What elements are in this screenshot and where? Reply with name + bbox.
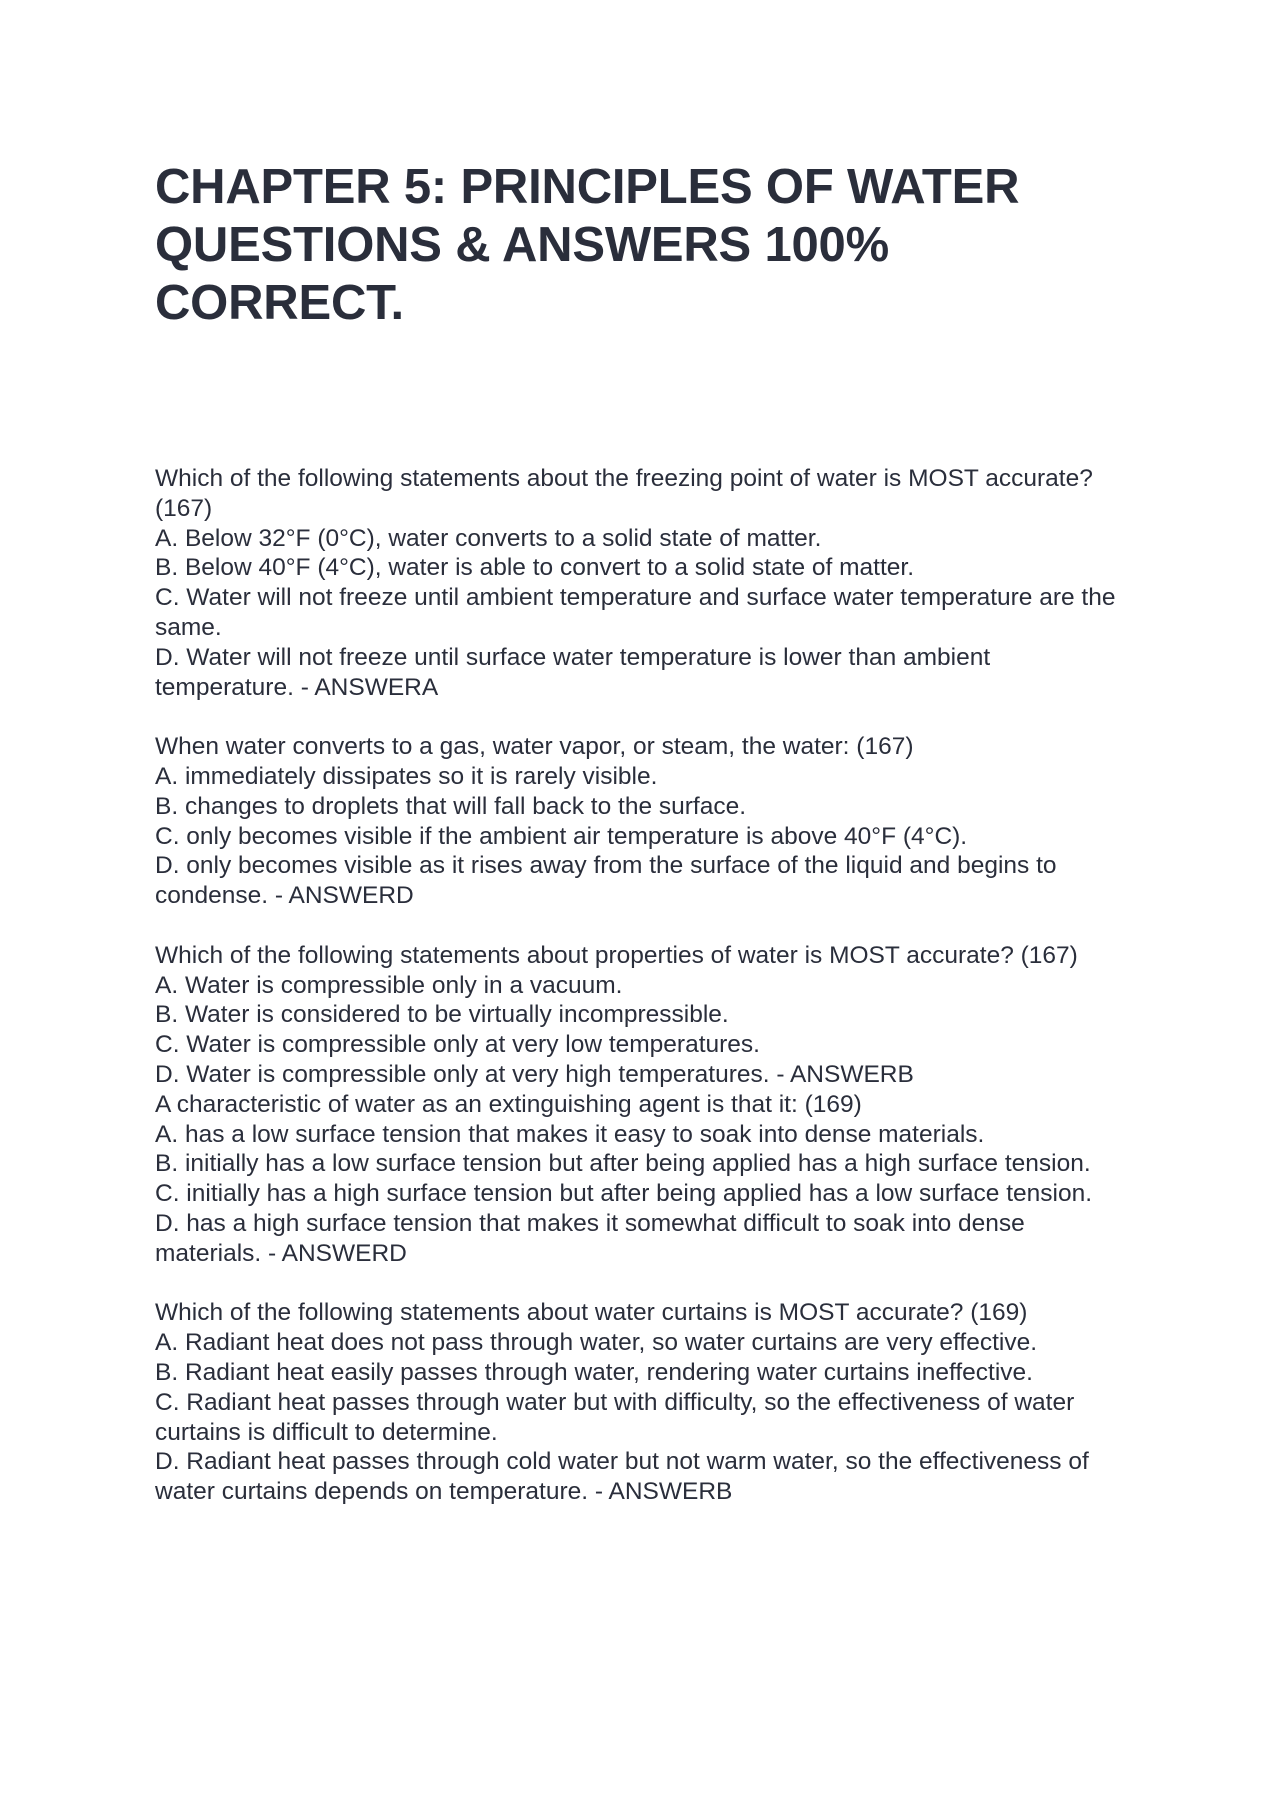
question-stem: Which of the following statements about water curtains is MOST accurate? (169): [155, 1299, 1028, 1327]
question-2: [155, 732, 1135, 911]
answer-option-d: D. has a high surface tension that makes it somewhat difficult to soak into dense materials. - ANSWERD: [155, 1209, 1025, 1267]
answer-option-a: A. has a low surface tension that makes it easy to soak into dense materials.: [155, 1120, 985, 1148]
answer-option-b: B. Radiant heat easily passes through water, rendering water curtains ineffective.: [155, 1358, 1033, 1386]
answer-option-d: D. Water is compressible only at very high temperatures. - ANSWERB: [155, 1060, 914, 1088]
answer-option-c: C. only becomes visible if the ambient air temperature is above 40°F (4°C).: [155, 822, 968, 850]
answer-option-b: B. Below 40°F (4°C), water is able to convert to a solid state of matter.: [155, 554, 915, 582]
answer-option-d: D. Radiant heat passes through cold water but not warm water, so the effectiveness of water curtains depends on temperature. - ANSWERB: [155, 1448, 1089, 1506]
document-title: CHAPTER 5: PRINCIPLES OF WATER QUESTIONS & ANSWERS 100% CORRECT.: [155, 160, 1020, 330]
answer-option-c: C. Water will not freeze until ambient temperature and surface water temperature are the same.: [155, 584, 1116, 641]
answer-option-a: A. Water is compressible only in a vacuum.: [155, 971, 623, 999]
question-list: [155, 464, 1135, 1507]
question-stem: When water converts to a gas, water vapor, or steam, the water: (167): [155, 733, 914, 761]
answer-option-c: C. Radiant heat passes through water but with difficulty, so the effectiveness of water curtains is difficult to determine.: [155, 1388, 1075, 1446]
question-5: [155, 1298, 1135, 1507]
answer-option-d: D. only becomes visible as it rises away from the surface of the liquid and begins to condense. - ANSWERD: [155, 852, 1057, 910]
question-stem: Which of the following statements about properties of water is MOST accurate? (167): [155, 941, 1078, 969]
answer-option-a: A. immediately dissipates so it is rarely visible.: [155, 762, 658, 790]
answer-option-d: D. Water will not freeze until surface water temperature is lower than ambient temperature. - ANSWERA: [155, 643, 991, 701]
answer-option-b: B. changes to droplets that will fall back to the surface.: [155, 792, 747, 820]
answer-option-a: A. Radiant heat does not pass through water, so water curtains are very effective.: [155, 1329, 1038, 1357]
question-stem: Which of the following statements about the freezing point of water is MOST accurate? (167): [155, 465, 1093, 522]
question-1: [155, 464, 1135, 702]
answer-option-c: C. Water is compressible only at very low temperatures.: [155, 1031, 760, 1059]
question-stem: A characteristic of water as an extinguishing agent is that it: (169): [155, 1090, 862, 1118]
answer-option-b: B. initially has a low surface tension but after being applied has a high surface tension.: [155, 1150, 1091, 1178]
document-page: [155, 158, 1135, 1507]
question-3: [155, 941, 1135, 1090]
answer-option-c: C. initially has a high surface tension but after being applied has a low surface tension.: [155, 1180, 1093, 1208]
question-4: [155, 1090, 1135, 1269]
answer-option-b: B. Water is considered to be virtually incompressible.: [155, 1001, 729, 1029]
answer-option-a: A. Below 32°F (0°C), water converts to a solid state of matter.: [155, 524, 822, 552]
